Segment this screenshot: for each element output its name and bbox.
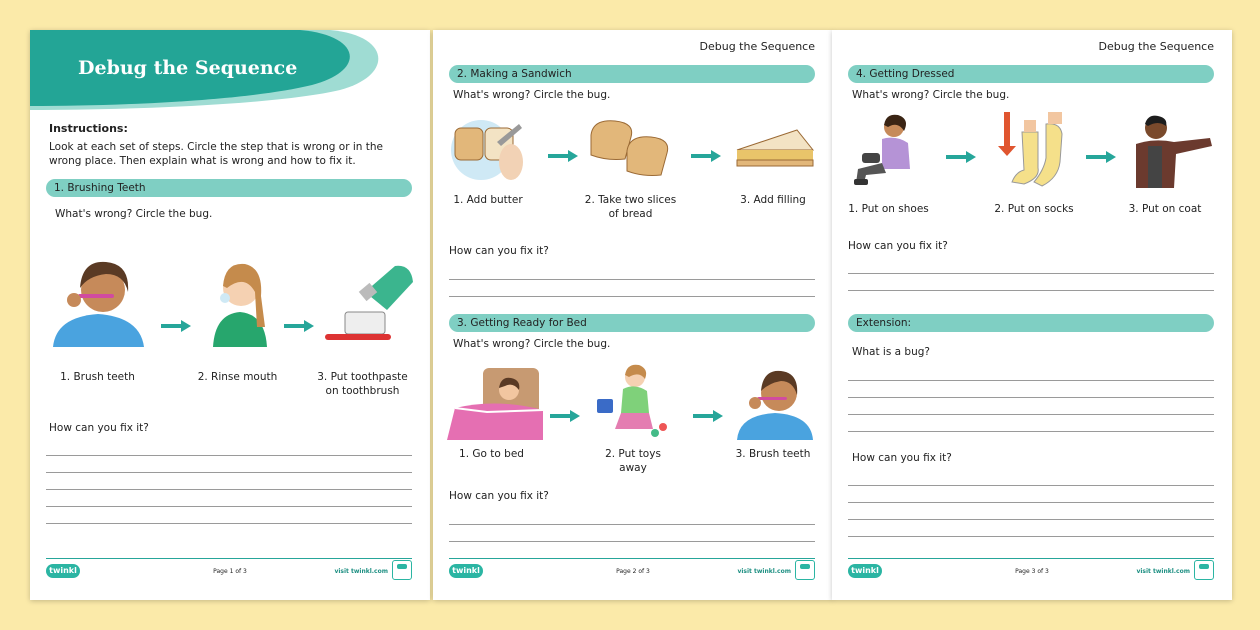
fix-prompt: How can you fix it? [848, 240, 948, 252]
answer-line[interactable] [848, 485, 1214, 486]
answer-line[interactable] [848, 397, 1214, 398]
girl-brushing-teeth-icon [48, 252, 148, 347]
section-band-brushing-teeth: 1. Brushing Teeth [46, 179, 412, 197]
answer-line[interactable] [46, 472, 412, 473]
section-band-extension: Extension: [848, 314, 1214, 332]
answer-line[interactable] [848, 290, 1214, 291]
worksheet-page-3 [832, 30, 1232, 600]
answer-line[interactable] [848, 502, 1214, 503]
site-link[interactable]: visit twinkl.com [737, 568, 791, 575]
arrow-right-icon [548, 150, 578, 162]
fix-prompt: How can you fix it? [449, 490, 549, 502]
answer-line[interactable] [449, 541, 815, 542]
answer-line[interactable] [449, 279, 815, 280]
toothpaste-on-toothbrush-icon [325, 262, 415, 347]
instructions-heading: Instructions: [49, 122, 128, 135]
step-label: 1. Brush teeth [60, 371, 135, 383]
section-band-getting-dressed: 4. Getting Dressed [848, 65, 1214, 83]
step-label: 3. Brush teeth [735, 448, 811, 460]
step-label: 1. Put on shoes [848, 203, 929, 215]
badge-icon [795, 560, 815, 580]
answer-line[interactable] [848, 536, 1214, 537]
worksheet-page-2 [433, 30, 833, 600]
answer-line[interactable] [848, 380, 1214, 381]
step-label: 3. Put on coat [1128, 203, 1202, 215]
answer-line[interactable] [848, 273, 1214, 274]
twinkl-logo: twinkl [848, 564, 882, 578]
section-band-getting-ready-bed: 3. Getting Ready for Bed [449, 314, 815, 332]
page-header: Debug the Sequence [1098, 40, 1214, 53]
arrow-right-icon [550, 410, 580, 422]
arrow-right-icon [946, 151, 976, 163]
answer-line[interactable] [449, 524, 815, 525]
question-text: What's wrong? Circle the bug. [453, 89, 611, 101]
step-label: 2. Take two slices of bread [584, 194, 677, 220]
arrow-right-icon [691, 150, 721, 162]
site-link[interactable]: visit twinkl.com [334, 568, 388, 575]
footer-rule [848, 558, 1214, 559]
step-label: 2. Put on socks [994, 203, 1074, 215]
instructions-text: Look at each set of steps. Circle the step that is wrong or in the wrong place. Then explain what is wrong and how to fix it. [49, 141, 383, 167]
page-number: Page 3 of 3 [1015, 568, 1049, 575]
answer-line[interactable] [46, 489, 412, 490]
site-link[interactable]: visit twinkl.com [1136, 568, 1190, 575]
answer-line[interactable] [449, 296, 815, 297]
arrow-right-icon [693, 410, 723, 422]
twinkl-logo: twinkl [46, 564, 80, 578]
step-label: 3. Put toothpaste on toothbrush [317, 371, 408, 397]
question-text: What's wrong? Circle the bug. [453, 338, 611, 350]
child-brushing-teeth-icon [735, 365, 815, 440]
fix-prompt: How can you fix it? [449, 245, 549, 257]
page-header: Debug the Sequence [699, 40, 815, 53]
socks-icon [994, 112, 1074, 190]
answer-line[interactable] [848, 431, 1214, 432]
step-label: 3. Add filling [740, 194, 806, 206]
step-label: 1. Go to bed [459, 448, 524, 460]
step-label: 2. Rinse mouth [197, 371, 278, 383]
girl-rinsing-mouth-icon [205, 252, 275, 347]
extension-question: What is a bug? [852, 346, 930, 358]
answer-line[interactable] [46, 506, 412, 507]
boy-putting-on-coat-icon [1130, 112, 1214, 190]
step-label: 2. Put toys away [605, 448, 661, 474]
fix-prompt: How can you fix it? [852, 452, 952, 464]
badge-icon [1194, 560, 1214, 580]
footer-rule [449, 558, 815, 559]
arrow-right-icon [161, 320, 191, 332]
page-number: Page 2 of 3 [616, 568, 650, 575]
question-text: What's wrong? Circle the bug. [55, 208, 213, 220]
step-label: 1. Add butter [453, 194, 523, 206]
child-in-bed-icon [447, 368, 547, 440]
answer-line[interactable] [46, 455, 412, 456]
fix-prompt: How can you fix it? [49, 422, 149, 434]
answer-line[interactable] [848, 414, 1214, 415]
sandwich-icon [735, 128, 815, 168]
answer-line[interactable] [848, 519, 1214, 520]
footer-rule [46, 558, 412, 559]
bread-butter-icon [449, 110, 524, 185]
child-tidying-toys-icon [593, 363, 678, 441]
page-number: Page 1 of 3 [213, 568, 247, 575]
arrow-right-icon [284, 320, 314, 332]
twinkl-logo: twinkl [449, 564, 483, 578]
arrow-right-icon [1086, 151, 1116, 163]
question-text: What's wrong? Circle the bug. [852, 89, 1010, 101]
section-band-making-sandwich: 2. Making a Sandwich [449, 65, 815, 83]
worksheet-page-1 [30, 30, 430, 600]
bread-slices-icon [585, 115, 675, 180]
answer-line[interactable] [46, 523, 412, 524]
badge-icon [392, 560, 412, 580]
child-putting-on-shoes-icon [852, 113, 922, 188]
page-title: Debug the Sequence [78, 57, 298, 79]
